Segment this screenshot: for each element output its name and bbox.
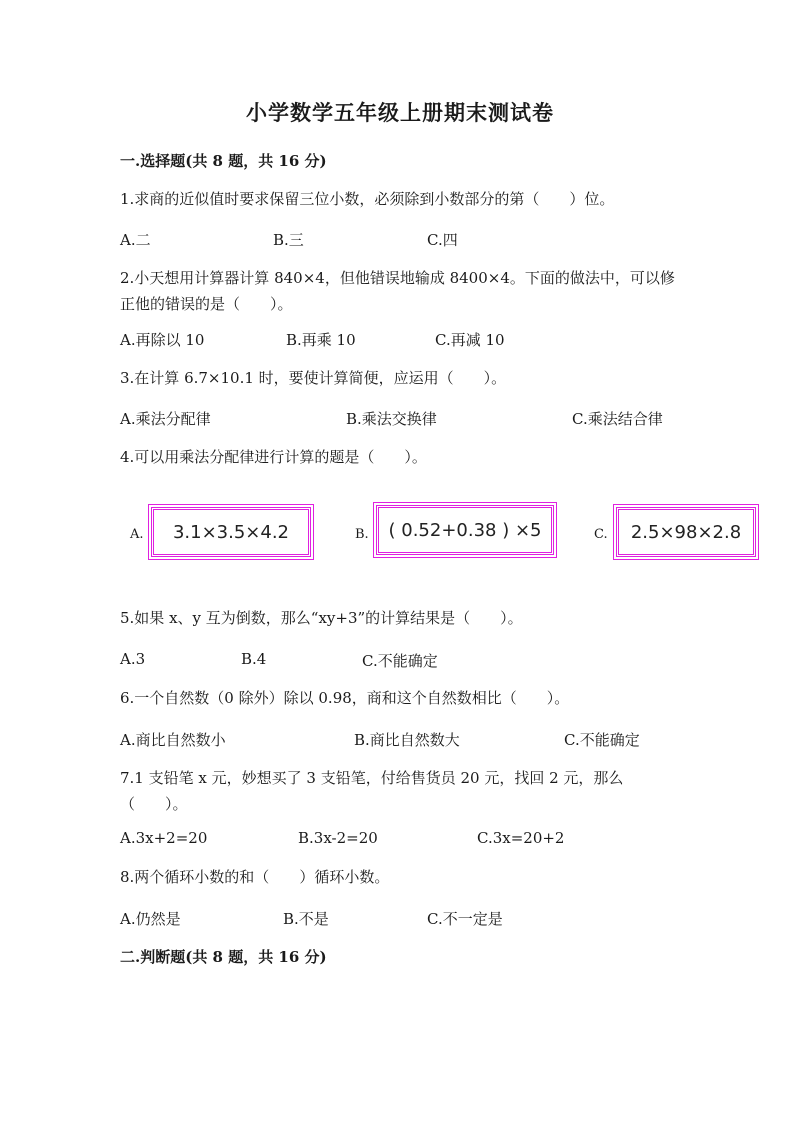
- q3-option-a: A.乘法分配律: [120, 410, 211, 428]
- q1-option-b: B.三: [273, 231, 304, 249]
- q4-option-c-label: C.: [594, 527, 608, 542]
- q4-option-a-expression: 3.1×3.5×4.2: [151, 507, 311, 557]
- q5-option-c: C.不能确定: [362, 652, 438, 670]
- q8-option-c: C.不一定是: [427, 910, 503, 928]
- q1-option-c: C.四: [427, 231, 458, 249]
- q6-option-b: B.商比自然数大: [354, 731, 460, 749]
- q3-option-b: B.乘法交换律: [346, 410, 437, 428]
- question-2: 2.小天想用计算器计算 840×4，但他错误地输成 8400×4。下面的做法中，可以修正他的错误的是（ ）。: [120, 269, 675, 313]
- q4-option-a-label: A.: [130, 527, 144, 542]
- q6-option-c: C.不能确定: [564, 731, 640, 749]
- section-heading-choice: 一.选择题(共 8 题，共 16 分): [120, 152, 327, 170]
- q7-option-c: C.3x=20+2: [477, 829, 565, 847]
- q7-option-b: B.3x-2=20: [298, 829, 378, 847]
- q4-option-c-expression: 2.5×98×2.8: [616, 507, 756, 557]
- q5-option-b: B.4: [241, 650, 267, 668]
- q2-option-a: A.再除以 10: [120, 331, 205, 349]
- q3-option-c: C.乘法结合律: [572, 410, 663, 428]
- q7-option-a: A.3x+2=20: [120, 829, 208, 847]
- q8-option-a: A.仍然是: [120, 910, 181, 928]
- question-4: 4.可以用乘法分配律进行计算的题是（ ）。: [120, 448, 427, 466]
- section-heading-true-false: 二.判断题(共 8 题，共 16 分): [120, 948, 327, 966]
- q8-option-b: B.不是: [283, 910, 329, 928]
- q4-option-b-label: B.: [355, 527, 369, 542]
- question-7: 7.1 支铅笔 x 元，妙想买了 3 支铅笔，付给售货员 20 元，找回 2 元，那么（ ）。: [120, 769, 624, 813]
- question-5: 5.如果 x、y 互为倒数，那么“xy+3”的计算结果是（ ）。: [120, 609, 523, 627]
- q4-option-b-expression: ( 0.52+0.38 ) ×5: [376, 505, 554, 555]
- q1-option-a: A.二: [120, 231, 151, 249]
- q2-option-b: B.再乘 10: [286, 331, 356, 349]
- q5-option-a: A.3: [120, 650, 146, 668]
- question-8: 8.两个循环小数的和（ ）循环小数。: [120, 868, 390, 886]
- q6-option-a: A.商比自然数小: [120, 731, 226, 749]
- q2-option-c: C.再减 10: [435, 331, 505, 349]
- question-3: 3.在计算 6.7×10.1 时，要使计算简便，应运用（ ）。: [120, 369, 507, 387]
- page-title: 小学数学五年级上册期末测试卷: [246, 100, 554, 125]
- question-1: 1.求商的近似值时要求保留三位小数，必须除到小数部分的第（ ）位。: [120, 190, 615, 208]
- question-6: 6.一个自然数（0 除外）除以 0.98，商和这个自然数相比（ ）。: [120, 689, 570, 707]
